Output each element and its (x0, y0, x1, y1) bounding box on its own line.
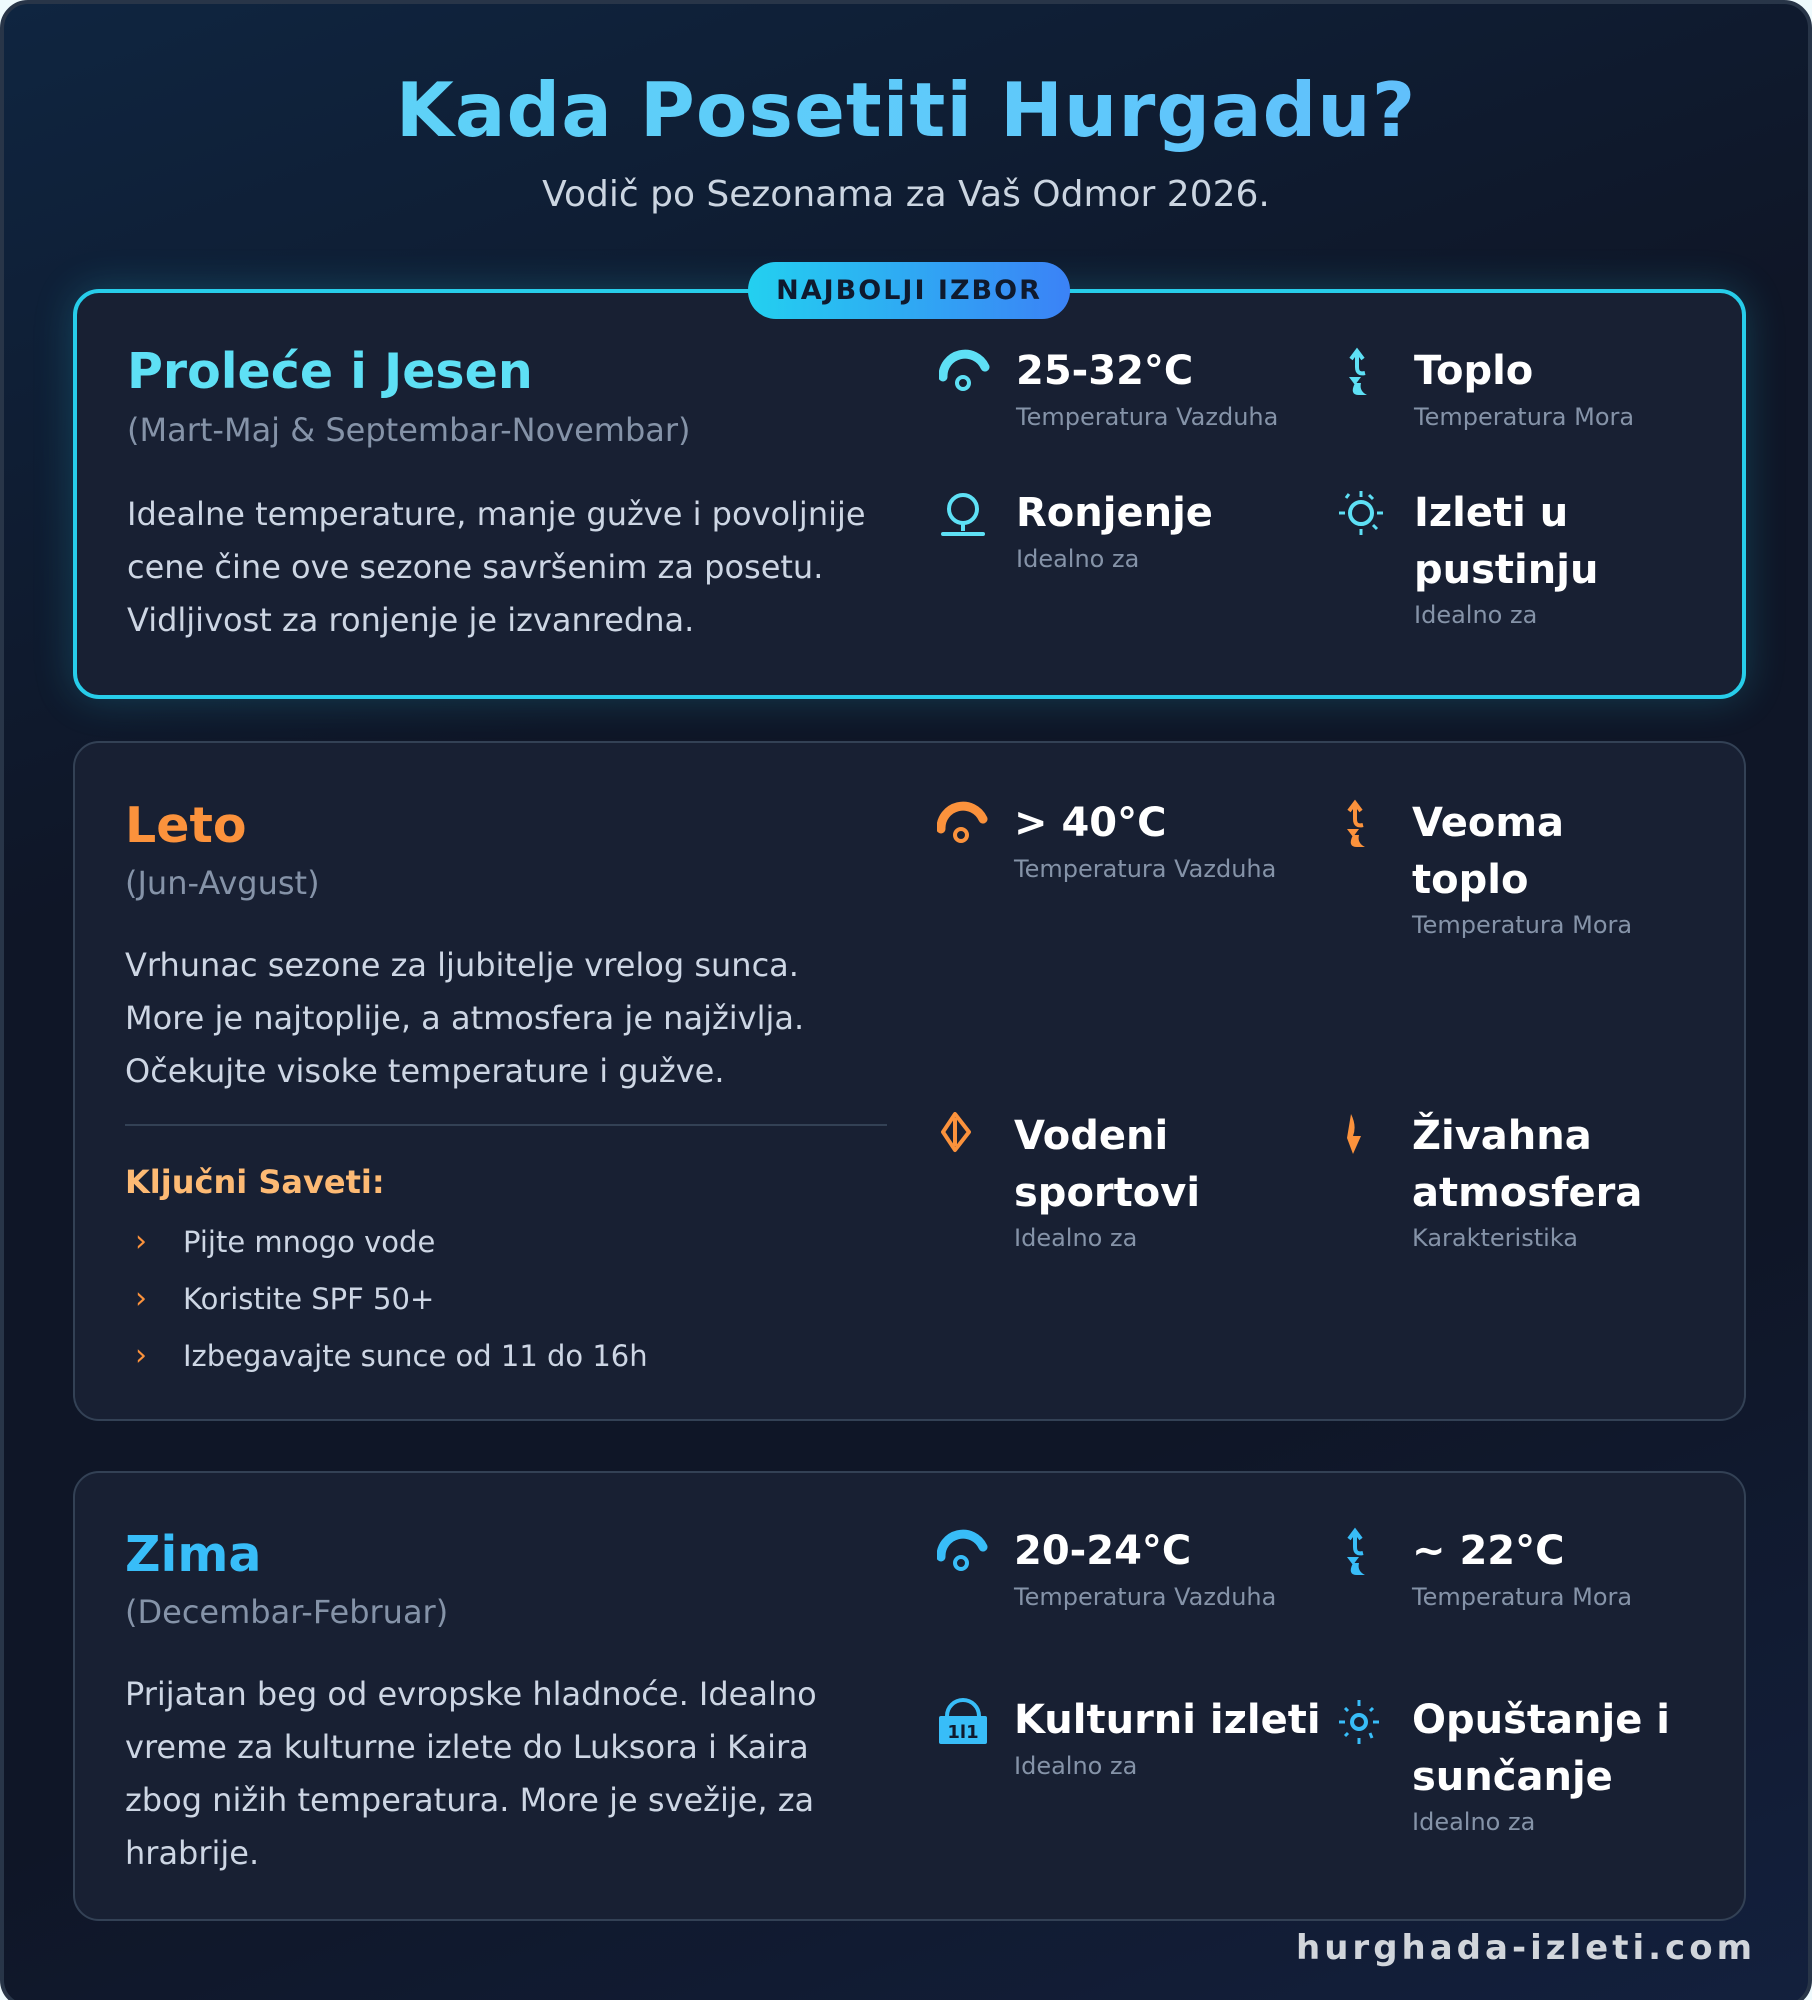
page-title: Kada Posetiti Hurgadu? (4, 66, 1808, 154)
stat-value: Ronjenje (1016, 490, 1213, 536)
culture-trip-icon (937, 1696, 989, 1748)
season-description: Prijatan beg od evropske hladnoće. Idealno vreme za kulturne izlete do Luksora i Kaira zbog nižih temperatura. More je svežije, za hrabrije. (125, 1675, 817, 1872)
desert-sun-icon (1337, 489, 1389, 541)
tip-item (135, 1270, 648, 1327)
stat-label: Temperatura Mora (1412, 911, 1633, 939)
best-choice-badge: NAJBOLJI IZBOR (748, 262, 1070, 319)
stat-air-temperature (937, 1527, 1317, 1611)
tips-title: Ključni Saveti: (125, 1163, 385, 1201)
tip-text: Koristite SPF 50+ (183, 1281, 435, 1316)
stat-desert-trips (1337, 489, 1717, 629)
stat-value: Izleti u pustinju (1414, 490, 1599, 593)
stat-label: Karakteristika (1412, 1224, 1578, 1252)
divider (125, 1124, 887, 1126)
stat-value: Opuštanje i sunčanje (1412, 1697, 1670, 1800)
air-temperature-icon (937, 1527, 989, 1579)
season-card-winter (73, 1471, 1746, 1921)
tips-list (135, 1213, 648, 1384)
lively-atmosphere-icon (1335, 1112, 1387, 1164)
svg-text:1l1: 1l1 (947, 1722, 979, 1743)
chevron-right-icon: › (135, 1338, 147, 1373)
season-description: Idealne temperature, manje gužve i povoljnije cene čine ove sezone savršenim za posetu. Vidljivost za ronjenje je izvanredna. (127, 495, 866, 639)
stat-label: Temperatura Vazduha (1014, 1583, 1277, 1611)
air-temperature-icon (939, 347, 991, 399)
season-range: (Decembar-Februar) (125, 1593, 449, 1631)
stat-value: 25-32°C (1016, 348, 1194, 394)
stat-sea-temperature (1335, 799, 1715, 939)
tip-item (135, 1213, 648, 1270)
season-name: Proleće i Jesen (127, 343, 533, 400)
season-name: Zima (125, 1526, 262, 1583)
stat-sea-temperature (1335, 1527, 1715, 1611)
stat-label: Idealno za (1014, 1752, 1138, 1780)
tip-item (135, 1327, 648, 1384)
chevron-right-icon: › (135, 1281, 147, 1316)
season-name: Leto (125, 797, 247, 854)
site-watermark: hurghada-izleti.com (1296, 1928, 1756, 1968)
stat-label: Temperatura Mora (1412, 1583, 1633, 1611)
diving-icon (939, 489, 991, 541)
stat-value: Toplo (1414, 348, 1534, 394)
stat-sunbathing (1335, 1696, 1715, 1836)
sea-temperature-icon (1337, 347, 1389, 399)
air-temperature-icon (937, 799, 989, 851)
season-range: (Jun-Avgust) (125, 864, 320, 902)
stat-air-temperature (937, 799, 1317, 883)
stat-sea-temperature (1337, 347, 1717, 431)
stat-label: Temperatura Mora (1414, 403, 1635, 431)
season-range: (Mart-Maj & Septembar-Novembar) (127, 411, 691, 449)
stat-label: Idealno za (1014, 1224, 1138, 1252)
stat-diving (939, 489, 1319, 573)
sea-temperature-icon (1335, 1527, 1387, 1579)
stat-value: ~ 22°C (1412, 1528, 1565, 1574)
stat-label: Temperatura Vazduha (1014, 855, 1277, 883)
stat-lively-atmosphere (1335, 1112, 1715, 1252)
sunbathing-icon (1335, 1696, 1387, 1748)
stat-label: Temperatura Vazduha (1016, 403, 1279, 431)
season-card-spring-autumn (73, 289, 1746, 699)
season-description: Vrhunac sezone za ljubitelje vrelog sunca. More je najtoplije, a atmosfera je najživlja. Očekujte visoke temperature i gužve. (125, 946, 805, 1090)
stat-label: Idealno za (1412, 1808, 1536, 1836)
stat-value: Veoma toplo (1412, 800, 1565, 903)
stat-value: Živahna atmosfera (1412, 1113, 1643, 1216)
sea-temperature-icon (1335, 799, 1387, 851)
tip-text: Izbegavajte sunce od 11 do 16h (183, 1338, 648, 1373)
water-sports-icon (937, 1112, 989, 1164)
chevron-right-icon: › (135, 1224, 147, 1259)
stat-value: > 40°C (1014, 800, 1167, 846)
stat-air-temperature (939, 347, 1319, 431)
page-subtitle: Vodič po Sezonama za Vaš Odmor 2026. (542, 174, 1270, 215)
stat-water-sports (937, 1112, 1317, 1252)
stat-value: Vodeni sportovi (1014, 1113, 1201, 1216)
stat-label: Idealno za (1414, 601, 1538, 629)
stat-culture-trips (937, 1696, 1321, 1780)
stat-value: 20-24°C (1014, 1528, 1192, 1574)
stat-label: Idealno za (1016, 545, 1140, 573)
tip-text: Pijte mnogo vode (183, 1224, 436, 1259)
season-card-summer (73, 741, 1746, 1421)
stat-value: Kulturni izleti (1014, 1697, 1321, 1743)
